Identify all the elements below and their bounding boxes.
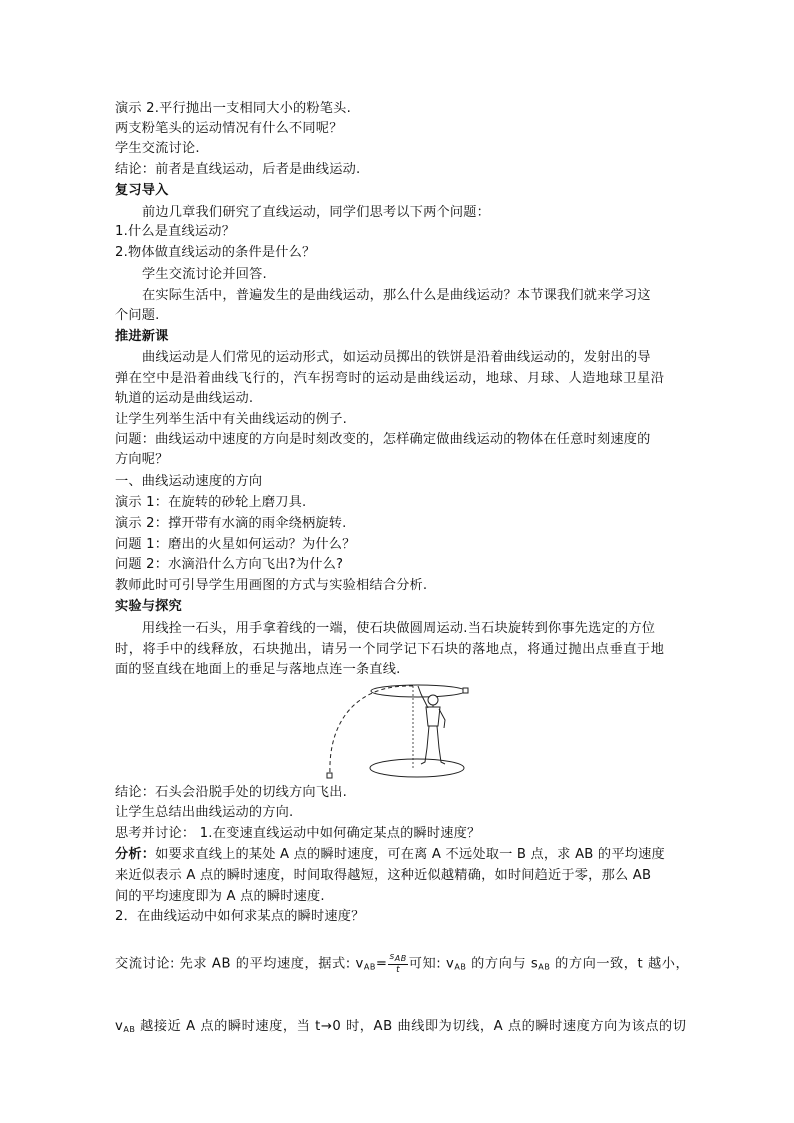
conclusion-line: 结论：前者是直线运动，后者是曲线运动. (115, 162, 361, 177)
discussion-question-1: 思考并讨论： 1.在变速直线运动中如何确定某点的瞬时速度？ (115, 826, 481, 841)
fraction-numerator (388, 952, 407, 965)
question-line: 问题：曲线运动中速度的方向是时刻改变的，怎样确定做曲线运动的物体在任意时刻速度的 (115, 432, 651, 447)
person-icon (418, 686, 445, 764)
question-line: 问题 2：水滴沿什么方向飞出?为什么? (115, 557, 344, 572)
discussion-question-2: 2．在曲线运动中如何求某点的瞬时速度？ (115, 909, 365, 924)
analysis-text: 如要求直线上的某处 A 点的瞬时速度，可在离 A 不远处取一 B 点，求 AB 的平均速度 (155, 847, 665, 862)
section-heading-experiment: 实验与探究 (115, 599, 182, 614)
formula-sub: AB (454, 962, 467, 972)
paragraph-line: 间的平均速度即为 A 点的瞬时速度. (115, 889, 325, 904)
numbered-question-2: 2.物体做直线运动的条件是什么？ (115, 245, 316, 260)
paragraph-line (115, 1017, 685, 1040)
stone-icon (463, 688, 468, 693)
paragraph-line: 时，将手中的线释放，石块抛出，请另一个同学记下石块的落地点，将通过抛出点垂直于地 (115, 642, 665, 657)
formula-equals: = (375, 956, 388, 972)
section-heading-new: 推进新课 (115, 329, 169, 344)
paragraph-line: 弹在空中是沿着曲线飞行的，汽车拐弯时的运动是曲线运动，地球、月球、人造地球卫星沿 (115, 371, 665, 386)
discussion-line: 学生交流讨论. (115, 141, 200, 156)
conclusion-line: 结论：石头会沿脱手处的切线方向飞出. (115, 785, 347, 800)
question-line: 方向呢？ (115, 452, 169, 467)
ground-circle (370, 759, 464, 777)
formula-text-c: 的方向与 s (466, 956, 539, 972)
demo-line: 演示 1：在旋转的砂轮上磨刀具. (115, 495, 307, 510)
subsection-heading: 一、曲线运动速度的方向 (115, 474, 263, 489)
analysis-label: 分析： (115, 847, 156, 862)
question-line: 问题 1：磨出的火星如何运动？为什么？ (115, 537, 356, 552)
formula-sub: AB (363, 962, 376, 972)
formula-line (115, 952, 690, 978)
demo-2-line: 演示 2.平行抛出一支相同大小的粉笔头. (115, 101, 351, 116)
question-line: 两支粉笔头的运动情况有什么不同呢？ (115, 121, 343, 136)
formula-text-d: 的方向一致，t 越小， (550, 956, 690, 972)
section-heading-review: 复习导入 (115, 183, 169, 198)
paragraph-line: 用线拴一石头，用手拿着线的一端，使石块做圆周运动.当石块旋转到你事先选定的方位 (142, 621, 656, 636)
paragraph-line: 面的竖直线在地面上的垂足与落地点连一条直线. (115, 662, 401, 677)
experiment-figure (318, 680, 478, 784)
paragraph-line: 教师此时可引导学生用画图的方式与实验相结合分析. (115, 578, 428, 593)
fraction (388, 952, 407, 975)
paragraph-line: 曲线运动是人们常见的运动形式，如运动员掷出的铁饼是沿着曲线运动的，发射出的导 (142, 350, 651, 365)
landing-point-icon (327, 773, 332, 778)
formula-text-b: 可知: v (408, 956, 455, 972)
velocity-text: 越接近 A 点的瞬时速度，当 t→0 时，AB 曲线即为切线，A 点的瞬时速度方向为该点的切 (135, 1019, 687, 1034)
numbered-question-1: 1.什么是直线运动？ (115, 224, 236, 239)
fraction-denominator: t (396, 965, 401, 975)
paragraph-line: 轨道的运动是曲线运动. (115, 391, 254, 406)
formula-text-a: 交流讨论: 先求 AB 的平均速度，据式: v (115, 956, 364, 972)
analysis-line (115, 845, 685, 865)
paragraph-line: 个问题. (115, 308, 160, 323)
demo-line: 演示 2：撑开带有水滴的雨伞绕柄旋转. (115, 516, 347, 531)
paragraph-line: 前边几章我们研究了直线运动，同学们思考以下两个问题： (142, 205, 491, 220)
paragraph-line: 来近似表示 A 点的瞬时速度，时间取得越短，这种近似越精确，如时间趋近于零，那么 AB (115, 868, 652, 883)
trajectory-curve (330, 686, 413, 774)
paragraph-line: 在实际生活中，普遍发生的是曲线运动，那么什么是曲线运动？本节课我们就来学习这 (142, 288, 651, 303)
velocity-sub: AB (123, 1025, 136, 1034)
paragraph-line: 让学生总结出曲线运动的方向. (115, 805, 294, 820)
velocity-symbol: v (115, 1019, 124, 1034)
formula-sub: AB (538, 962, 551, 972)
fraction-numerator-sub: AB (394, 954, 407, 963)
paragraph-line: 让学生列举生活中有关曲线运动的例子. (115, 412, 347, 427)
paragraph-line: 学生交流讨论并回答. (142, 267, 267, 282)
fraction-numerator-symbol: s (389, 952, 395, 962)
